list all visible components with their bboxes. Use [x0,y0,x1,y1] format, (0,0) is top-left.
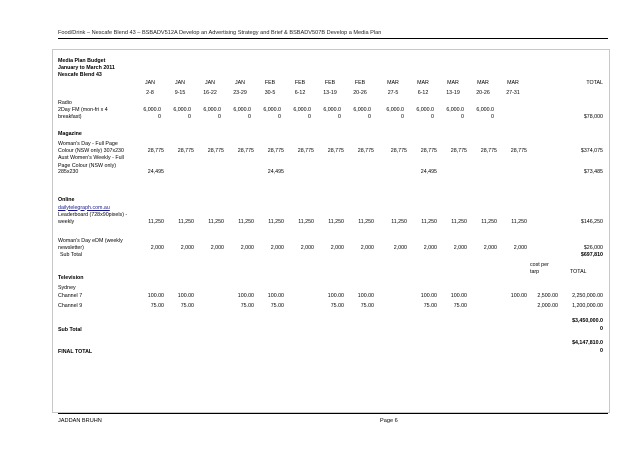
online-row2-value: 2,000 [210,245,224,251]
week-header: 27-5 [387,90,399,96]
week-header: 13-19 [446,90,460,96]
radio-value-line2: 0 [461,114,464,120]
magazine-row1-total: $374,075 [580,148,603,154]
channel-9-value: 75.00 [360,303,374,309]
magazine-row1-value: 28,775 [357,148,374,154]
online-row2-value: 2,000 [360,245,374,251]
magazine-row2-value: 24,495 [420,169,437,175]
online-row1-value: 11,250 [298,219,314,225]
online-row2-value: 2,000 [330,245,344,251]
channel-7-value: 100.00 [450,293,467,299]
total-header: TOTAL [586,80,603,86]
magazine-row1-value: 28,775 [147,148,164,154]
radio-value-line1: 6,000.0 [386,107,404,113]
radio-description: breakfast) [58,114,82,121]
radio-value-line2: 0 [401,114,404,120]
channel-9-value: 75.00 [150,303,164,309]
channel-9-value: 75.00 [240,303,254,309]
month-header: FEB [294,80,306,86]
month-header: MAR [417,80,429,86]
online-row1-value: 11,250 [268,219,284,225]
magazine-description: Page Colour (NSW only) [58,162,116,169]
online-row1-description: weekly [58,219,75,226]
radio-value-line1: 6,000.0 [143,107,161,113]
month-header: FEB [354,80,366,86]
section-magazine: Magazine [58,131,82,137]
channel-7-value: 100.00 [147,293,164,299]
tv-sydney-label: Sydney [58,285,76,291]
online-row2-value: 2,000 [180,245,194,251]
budget-table-border [52,49,610,413]
tv-subtotal-line1: $3,450,000.0 [572,318,603,324]
week-header: 20-26 [353,90,367,96]
online-row1-total: $146,250 [580,219,603,225]
week-header: 23-29 [233,90,247,96]
online-row1-value: 11,250 [238,219,254,225]
radio-value-line2: 0 [491,114,494,120]
month-header: FEB [324,80,336,86]
month-header: MAR [507,80,519,86]
month-header: MAR [477,80,489,86]
month-header: FEB [264,80,276,86]
magazine-row1-value: 28,775 [327,148,344,154]
month-header: MAR [387,80,399,86]
magazine-row1-value: 28,775 [390,148,407,154]
week-header: 9-15 [174,90,186,96]
radio-value-line2: 0 [308,114,311,120]
online-row2-value: 2,000 [240,245,254,251]
week-header: 27-31 [506,90,520,96]
online-row2-description: Woman's Day eDM (weekly [58,238,123,244]
channel-7-cost-per-tarp: 2,500.00 [537,293,558,299]
online-row1-value: 11,250 [358,219,374,225]
online-row2-value: 2,000 [423,245,437,251]
radio-value-line2: 0 [431,114,434,120]
magazine-description: Colour (NSW only) 307x230 [58,148,124,155]
radio-value-line1: 6,000.0 [293,107,311,113]
radio-value-line2: 0 [218,114,221,120]
magazine-description: Woman's Day - Full Page [58,141,118,147]
budget-title-line: Nescafe Blend 43 [58,72,102,79]
radio-value-line1: 6,000.0 [416,107,434,113]
month-header: JAN [204,80,216,86]
week-header: 20-26 [476,90,490,96]
budget-title-line: January to March 2011 [58,65,115,72]
channel-7-value: 100.00 [327,293,344,299]
online-row1-value: 11,250 [451,219,467,225]
week-header: 30-5 [264,90,276,96]
magazine-row2-value: 24,495 [267,169,284,175]
week-header: 13-19 [323,90,337,96]
channel-7-total: 2,250,000.00 [572,293,603,299]
radio-value-line2: 0 [188,114,191,120]
channel-9-total: 1,200,000.00 [572,303,603,309]
magazine-row1-value: 28,775 [177,148,194,154]
online-row2-value: 2,000 [150,245,164,251]
radio-value-line1: 6,000.0 [263,107,281,113]
magazine-row2-value: 24,495 [147,169,164,175]
footer-rule [58,413,608,414]
channel-7-value: 100.00 [510,293,527,299]
online-row2-value: 2,000 [483,245,497,251]
cost-per-tarp-header: tarp [530,269,540,276]
page-header: Food/Drink – Nescafe Blend 43 – BSBADV512A Develop an Advertising Strategy and Brief & BSBADV507B Develop a Media Plan [58,30,382,36]
channel-7-value: 100.00 [357,293,374,299]
online-row2-description: newsletter) [58,245,84,252]
header-rule [58,38,608,39]
week-header: 6-12 [294,90,306,96]
online-row1-value: 11,250 [178,219,194,225]
tv-subtotal-line2: 0 [600,326,603,332]
online-row1-value: 11,250 [208,219,224,225]
month-header: JAN [144,80,156,86]
final-total-line1: $4,147,810.0 [572,340,603,346]
radio-description: 2Day FM (mon-fri x 4 [58,107,108,113]
channel-9-value: 75.00 [453,303,467,309]
channel-9-value: 75.00 [330,303,344,309]
week-header: 6-12 [417,90,429,96]
radio-value-line2: 0 [248,114,251,120]
online-row2-value: 2,000 [393,245,407,251]
online-row2-value: 2,000 [453,245,467,251]
channel-9-label: Channel 9 [58,303,83,309]
magazine-row2-description: 285x230 [58,169,79,175]
online-row2-total: $26,000 [583,245,603,251]
footer-page-number: Page 6 [380,418,398,424]
final-total-label: FINAL TOTAL [58,349,93,355]
channel-7-value: 100.00 [237,293,254,299]
section-radio: Radio [58,100,72,106]
radio-value-line1: 6,000.0 [323,107,341,113]
week-header: 16-22 [203,90,217,96]
channel-9-cost-per-tarp: 2,000.00 [537,303,558,309]
budget-title-line: Media Plan Budget [58,58,106,64]
online-row2-value: 2,000 [300,245,314,251]
tv-subtotal-label: Sub Total [58,327,82,333]
section-online: Online [58,197,75,203]
week-header: 2-8 [146,90,154,96]
month-header: MAR [447,80,459,86]
online-site-link[interactable]: dailytelegraph.com.au [58,204,110,211]
magazine-row1-value: 28,775 [480,148,497,154]
radio-total: $78,000 [583,114,603,120]
online-row1-value: 11,250 [148,219,164,225]
radio-value-line2: 0 [338,114,341,120]
radio-value-line1: 6,000.0 [446,107,464,113]
radio-value-line1: 6,000.0 [233,107,251,113]
footer-author: JADDAN BRUHN [58,418,102,424]
online-row2-value: 2,000 [513,245,527,251]
online-row1-description: Leaderboard (728x90pixels) - [58,212,128,218]
cost-per-tarp-header: cost per [530,262,549,268]
radio-value-line2: 0 [368,114,371,120]
channel-9-value: 75.00 [423,303,437,309]
online-row1-value: 11,250 [511,219,527,225]
magazine-row1-value: 28,775 [510,148,527,154]
radio-value-line1: 6,000.0 [353,107,371,113]
magazine-row1-value: 28,775 [420,148,437,154]
magazine-row2-total: $73,485 [583,169,603,175]
tv-total-header: TOTAL [570,269,587,275]
radio-value-line1: 6,000.0 [203,107,221,113]
section-television: Television [58,275,84,281]
magazine-row1-value: 28,775 [450,148,467,154]
radio-value-line1: 6,000.0 [476,107,494,113]
magazine-row1-value: 28,775 [267,148,284,154]
online-row1-value: 11,250 [391,219,407,225]
radio-value-line2: 0 [278,114,281,120]
channel-7-value: 100.00 [267,293,284,299]
channel-9-value: 75.00 [270,303,284,309]
month-header: JAN [174,80,186,86]
radio-value-line2: 0 [158,114,161,120]
radio-value-line1: 6,000.0 [173,107,191,113]
online-row2-value: 2,000 [270,245,284,251]
online-row1-value: 11,250 [421,219,437,225]
magazine-row1-value: 28,775 [237,148,254,154]
online-subtotal: $697,810 [580,252,603,258]
channel-7-value: 100.00 [177,293,194,299]
online-row1-value: 11,250 [328,219,344,225]
magazine-row1-value: 28,775 [207,148,224,154]
magazine-row1-value: 28,775 [297,148,314,154]
channel-9-value: 75.00 [180,303,194,309]
final-total-line2: 0 [600,348,603,354]
channel-7-value: 100.00 [420,293,437,299]
magazine-description: Aust Women's Weekly - Full [58,155,124,162]
month-header: JAN [234,80,246,86]
channel-7-label: Channel 7 [58,293,83,299]
online-row1-value: 11,250 [481,219,497,225]
online-subtotal-label: Sub Total [60,252,82,258]
